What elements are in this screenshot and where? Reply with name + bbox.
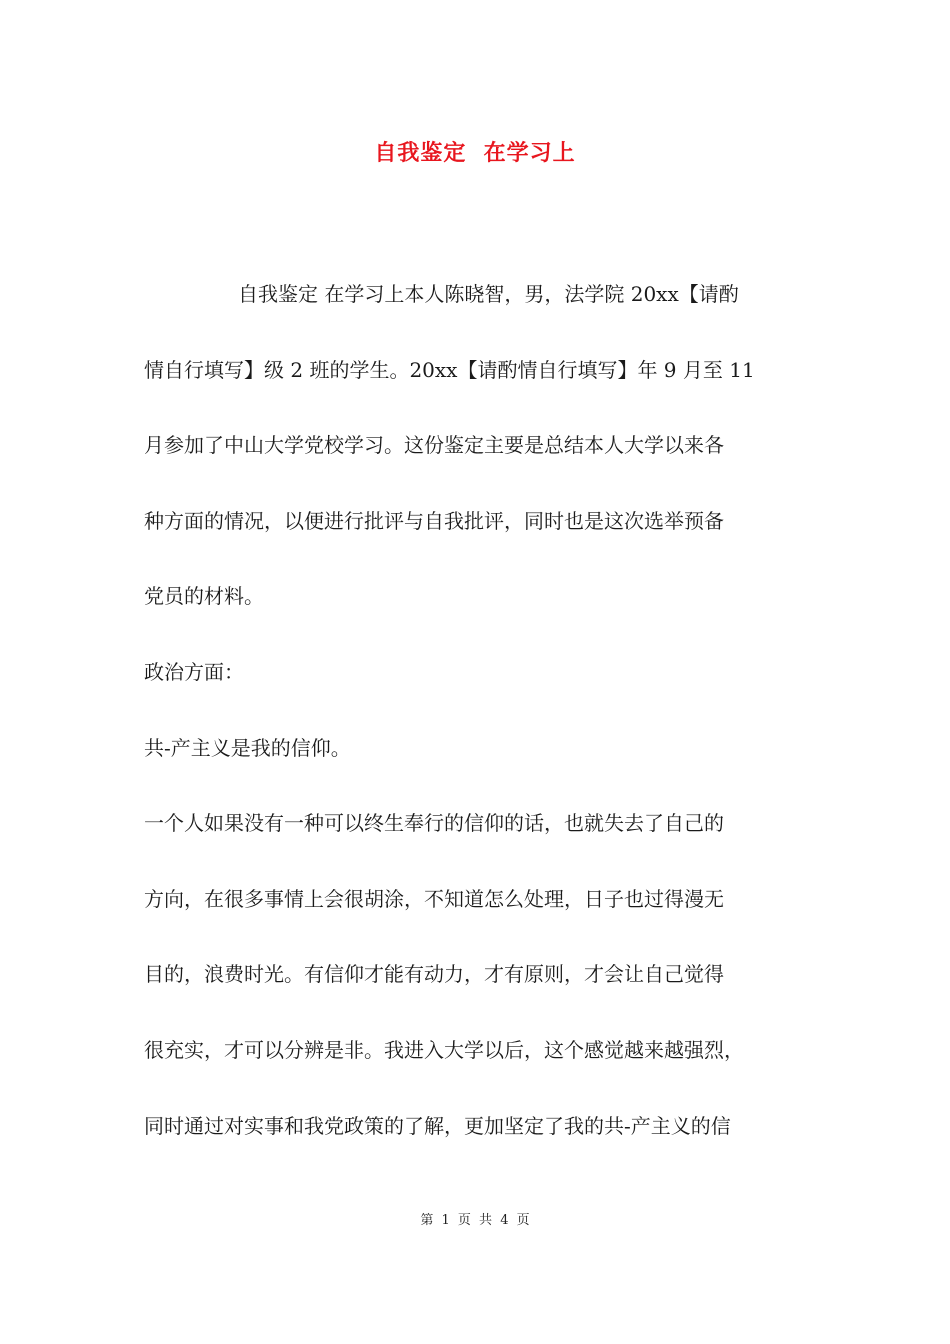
paragraph-line: 目的，浪费时光。有信仰才能有动力，才有原则，才会让自己觉得: [144, 962, 724, 987]
paragraph-line: 一个人如果没有一种可以终生奉行的信仰的话，也就失去了自己的: [144, 811, 724, 836]
page-number-footer: 第 1 页 共 4 页: [420, 1213, 530, 1228]
paragraph-line: 种方面的情况，以便进行批评与自我批评，同时也是这次选举预备: [144, 508, 724, 533]
document-body: [144, 276, 824, 1183]
paragraph-line: 很充实，才可以分辨是非。我进入大学以后，这个感觉越来越强烈，: [144, 1037, 744, 1062]
paragraph-line: 同时通过对实事和我党政策的了解，更加坚定了我的共-产主义的信: [144, 1113, 731, 1138]
paragraph-line: 方向，在很多事情上会很胡涂，不知道怎么处理，日子也过得漫无: [144, 886, 724, 911]
section-heading: 政治方面：: [144, 659, 244, 684]
document-title: 自我鉴定 在学习上: [374, 141, 576, 166]
paragraph-line: 共-产主义是我的信仰。: [144, 735, 351, 760]
paragraph-line: 情自行填写】级 2 班的学生。20xx【请酌情自行填写】年 9 月至 11: [144, 357, 755, 382]
paragraph-line: 自我鉴定 在学习上本人陈晓智，男，法学院 20xx【请酌: [238, 282, 739, 306]
paragraph-line: 月参加了中山大学党校学习。这份鉴定主要是总结本人大学以来各: [144, 433, 724, 458]
paragraph-line: 党员的材料。: [144, 584, 264, 609]
